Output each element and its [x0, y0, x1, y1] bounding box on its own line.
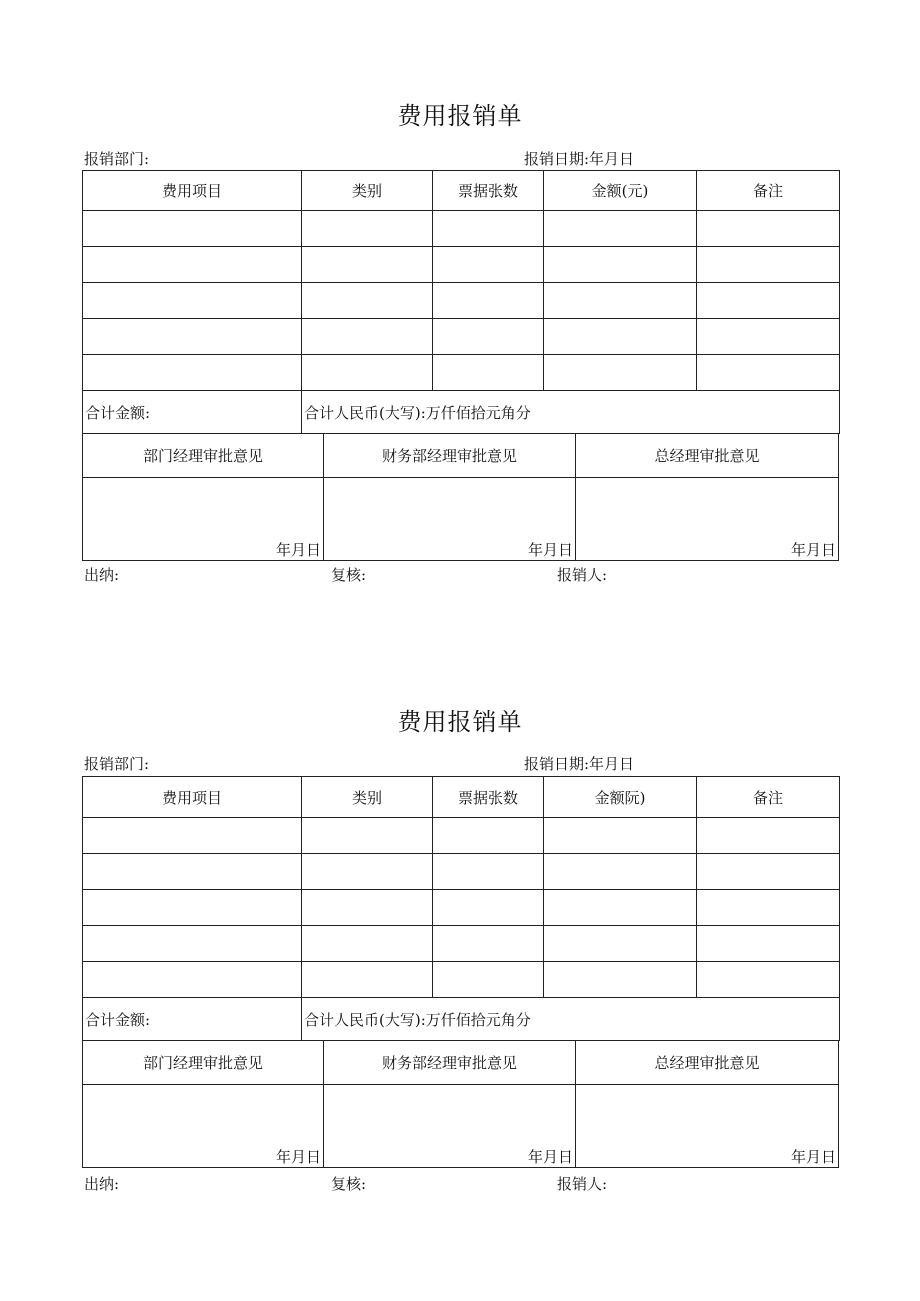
claimant-label: 报销人: — [557, 1175, 608, 1193]
cashier-label: 出纳: — [84, 1175, 120, 1193]
category-cell[interactable] — [302, 890, 433, 926]
general-manager-approval-header: 总经理审批意见 — [576, 434, 839, 478]
finance-manager-approval-cell[interactable] — [324, 1085, 576, 1168]
approval-date: 年月日 — [527, 1148, 573, 1166]
remarks-cell[interactable] — [697, 854, 840, 890]
dept-manager-approval-header: 部门经理审批意见 — [83, 434, 324, 478]
col-header-category: 类别 — [302, 777, 433, 818]
item-cell[interactable] — [83, 319, 302, 355]
receipts-cell[interactable] — [433, 211, 544, 247]
reviewer-label: 复核: — [331, 566, 367, 584]
remarks-cell[interactable] — [697, 319, 840, 355]
cashier-label: 出纳: — [84, 566, 120, 584]
table-row — [83, 211, 840, 247]
col-header-amount: 金额(元) — [544, 171, 697, 211]
date-label: 报销日期:年月日 — [524, 150, 635, 168]
amount-cell[interactable] — [544, 211, 697, 247]
total-rmb-label: 合计人民币(大写):万仟佰拾元角分 — [302, 391, 840, 434]
category-cell[interactable] — [302, 962, 433, 998]
receipts-cell[interactable] — [433, 355, 544, 391]
receipts-cell[interactable] — [433, 962, 544, 998]
amount-cell[interactable] — [544, 247, 697, 283]
amount-cell[interactable] — [544, 283, 697, 319]
approval-date: 年月日 — [790, 541, 836, 559]
table-row — [83, 355, 840, 391]
amount-cell[interactable] — [544, 926, 697, 962]
col-header-category: 类别 — [302, 171, 433, 211]
col-header-remarks: 备注 — [697, 171, 840, 211]
col-header-receipts: 票据张数 — [433, 777, 544, 818]
date-label: 报销日期:年月日 — [524, 755, 635, 773]
approval-date: 年月日 — [527, 541, 573, 559]
totals-row — [83, 391, 840, 434]
category-cell[interactable] — [302, 283, 433, 319]
total-amount-label: 合计金额: — [83, 998, 302, 1041]
totals-row — [83, 998, 840, 1041]
remarks-cell[interactable] — [697, 890, 840, 926]
amount-cell[interactable] — [544, 818, 697, 854]
category-cell[interactable] — [302, 854, 433, 890]
remarks-cell[interactable] — [697, 962, 840, 998]
table-row — [83, 247, 840, 283]
receipts-cell[interactable] — [433, 319, 544, 355]
form-title: 费用报销单 — [397, 708, 523, 736]
item-cell[interactable] — [83, 355, 302, 391]
total-rmb-label: 合计人民币(大写):万仟佰拾元角分 — [302, 998, 840, 1041]
col-header-item: 费用项目 — [83, 777, 302, 818]
remarks-cell[interactable] — [697, 818, 840, 854]
reviewer-label: 复核: — [331, 1175, 367, 1193]
amount-cell[interactable] — [544, 962, 697, 998]
table-row — [83, 854, 840, 890]
table-row — [83, 926, 840, 962]
department-label: 报销部门: — [84, 150, 150, 168]
table-row — [83, 283, 840, 319]
finance-manager-approval-cell[interactable] — [324, 478, 576, 561]
approval-date: 年月日 — [275, 1148, 321, 1166]
col-header-amount: 金额阮) — [544, 777, 697, 818]
item-cell[interactable] — [83, 926, 302, 962]
remarks-cell[interactable] — [697, 355, 840, 391]
finance-manager-approval-header: 财务部经理审批意见 — [324, 1041, 576, 1085]
department-label: 报销部门: — [84, 755, 150, 773]
category-cell[interactable] — [302, 355, 433, 391]
col-header-receipts: 票据张数 — [433, 171, 544, 211]
general-manager-approval-header: 总经理审批意见 — [576, 1041, 839, 1085]
receipts-cell[interactable] — [433, 247, 544, 283]
dept-manager-approval-header: 部门经理审批意见 — [83, 1041, 324, 1085]
general-manager-approval-cell[interactable] — [576, 478, 839, 561]
col-header-remarks: 备注 — [697, 777, 840, 818]
expense-items-table — [82, 776, 840, 1041]
expense-items-table — [82, 170, 840, 434]
category-cell[interactable] — [302, 211, 433, 247]
dept-manager-approval-cell[interactable] — [83, 1085, 324, 1168]
receipts-cell[interactable] — [433, 818, 544, 854]
category-cell[interactable] — [302, 926, 433, 962]
total-amount-label: 合计金额: — [83, 391, 302, 434]
remarks-cell[interactable] — [697, 283, 840, 319]
item-cell[interactable] — [83, 854, 302, 890]
form-title: 费用报销单 — [397, 102, 523, 130]
category-cell[interactable] — [302, 818, 433, 854]
item-cell[interactable] — [83, 890, 302, 926]
item-cell[interactable] — [83, 247, 302, 283]
category-cell[interactable] — [302, 247, 433, 283]
dept-manager-approval-cell[interactable] — [83, 478, 324, 561]
item-cell[interactable] — [83, 818, 302, 854]
amount-cell[interactable] — [544, 319, 697, 355]
table-row — [83, 319, 840, 355]
receipts-cell[interactable] — [433, 926, 544, 962]
item-cell[interactable] — [83, 962, 302, 998]
remarks-cell[interactable] — [697, 247, 840, 283]
table-row — [83, 818, 840, 854]
finance-manager-approval-header: 财务部经理审批意见 — [324, 434, 576, 478]
receipts-cell[interactable] — [433, 283, 544, 319]
table-row — [83, 962, 840, 998]
claimant-label: 报销人: — [557, 566, 608, 584]
amount-cell[interactable] — [544, 854, 697, 890]
receipts-cell[interactable] — [433, 890, 544, 926]
amount-cell[interactable] — [544, 355, 697, 391]
amount-cell[interactable] — [544, 890, 697, 926]
receipts-cell[interactable] — [433, 854, 544, 890]
col-header-item: 费用项目 — [83, 171, 302, 211]
approval-date: 年月日 — [790, 1148, 836, 1166]
remarks-cell[interactable] — [697, 926, 840, 962]
general-manager-approval-cell[interactable] — [576, 1085, 839, 1168]
remarks-cell[interactable] — [697, 211, 840, 247]
approval-table — [82, 1040, 839, 1168]
table-row — [83, 890, 840, 926]
item-cell[interactable] — [83, 283, 302, 319]
category-cell[interactable] — [302, 319, 433, 355]
approval-table — [82, 433, 839, 561]
item-cell[interactable] — [83, 211, 302, 247]
approval-date: 年月日 — [275, 541, 321, 559]
